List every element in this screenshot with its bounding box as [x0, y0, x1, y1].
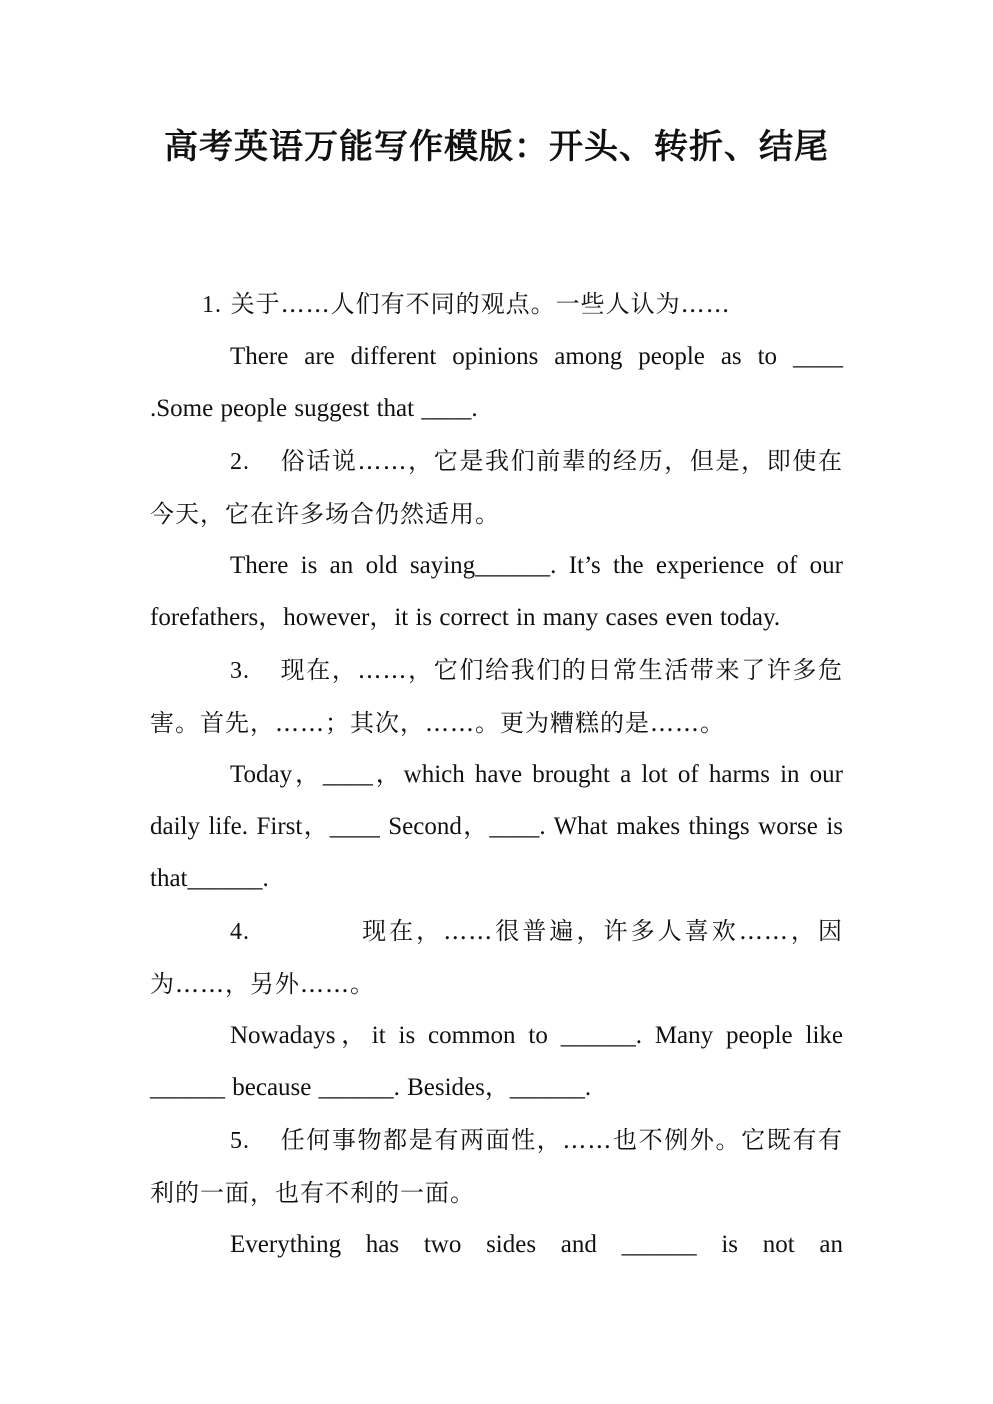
- item-2-english: There is an old saying______. It’s the experience of our forefathers，however，it is correct in many cases even today.: [150, 552, 843, 631]
- item-2-chinese: [150, 435, 843, 540]
- item-5-number: 5.: [230, 1128, 250, 1154]
- item-1-english: There are different opinions among people as to ____ .Some people suggest that ____.: [150, 343, 843, 422]
- item-4-chinese-text: 现在，……很普遍，许多人喜欢……，因为……，另外……。: [150, 917, 843, 998]
- document-title: 高考英语万能写作模版：开头、转折、结尾: [164, 127, 829, 167]
- item-3-english: Today，____，which have brought a lot of harms in our daily life. First，____ Second，____. What makes things worse is that______.: [150, 761, 843, 892]
- item-1-chinese-text: 关于……人们有不同的观点。一些人认为……: [230, 290, 731, 318]
- item-4-chinese: [150, 905, 843, 1010]
- item-5-chinese-text: 任何事物都是有两面性，……也不例外。它既有有利的一面，也有不利的一面。: [150, 1126, 843, 1207]
- item-4-number: 4.: [230, 919, 250, 945]
- item-2-number: 2.: [230, 449, 250, 475]
- item-3-chinese-text: 现在，……，它们给我们的日常生活带来了许多危害。首先，……；其次，……。更为糟糕的是……。: [150, 656, 843, 737]
- item-1-chinese: [150, 278, 843, 331]
- item-3-number: 3.: [230, 658, 250, 684]
- item-5-english: Everything has two sides and ______ is not an: [230, 1231, 843, 1258]
- item-2-chinese-text: 俗话说……，它是我们前辈的经历，但是，即使在今天，它在许多场合仍然适用。: [150, 447, 843, 528]
- item-1-number: 1.: [202, 292, 222, 318]
- item-5-chinese: [150, 1114, 843, 1219]
- document-body: [150, 278, 843, 1271]
- item-4-english: Nowadays，it is common to ______. Many people like ______ because ______. Besides，______.: [150, 1022, 843, 1101]
- item-3-chinese: [150, 644, 843, 749]
